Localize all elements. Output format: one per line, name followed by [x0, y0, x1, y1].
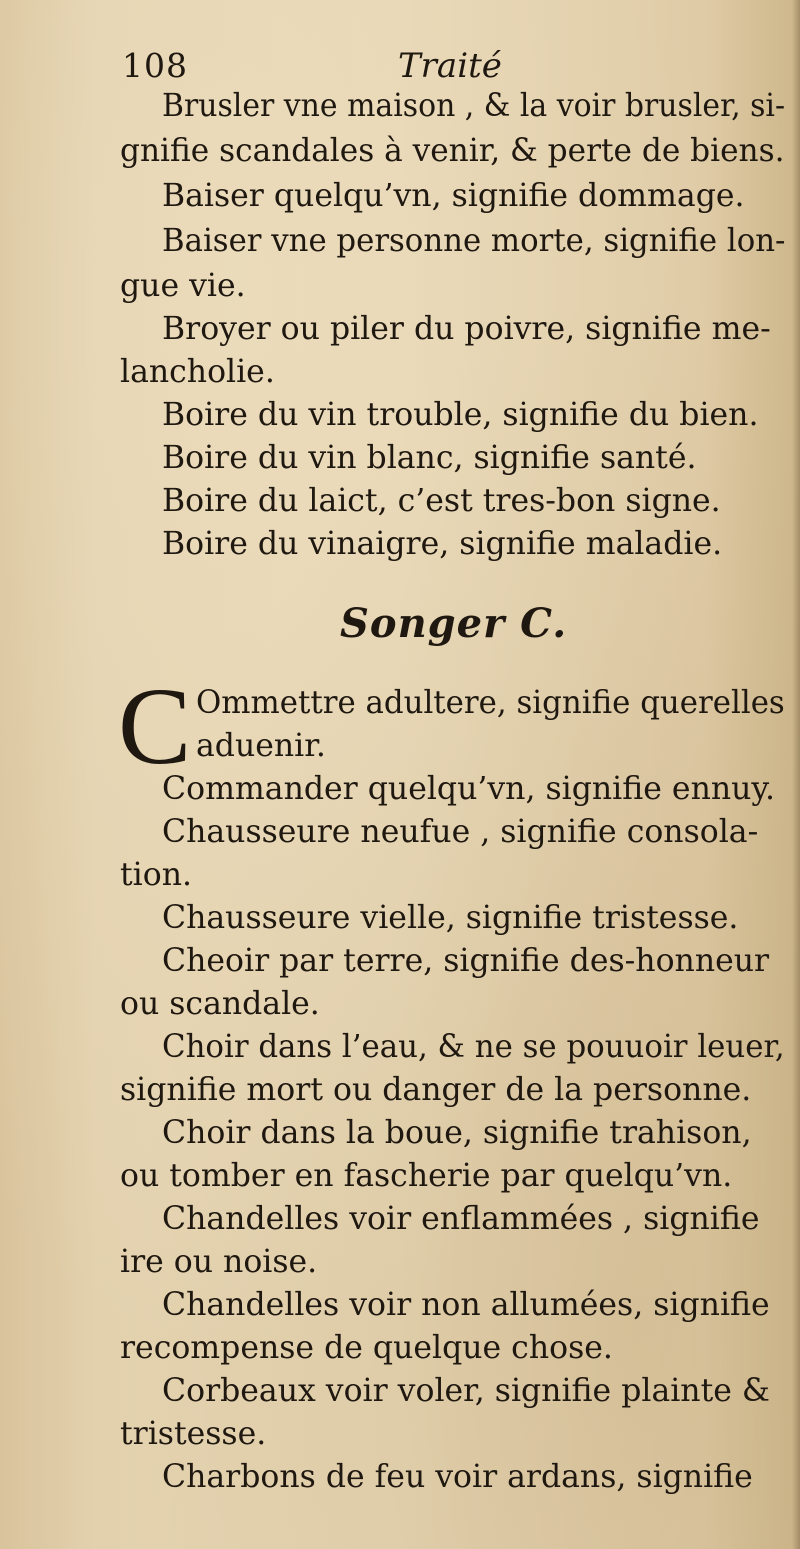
- text-line: ire ou noise.: [120, 1244, 318, 1280]
- text-line: aduenir.: [196, 728, 326, 764]
- text-line: lancholie.: [120, 354, 275, 390]
- text-line: gue vie.: [120, 268, 246, 304]
- text-line: Brusler vne maison , & la voir brusler, si-: [162, 88, 786, 124]
- text-line: recompense de quelque chose.: [120, 1330, 613, 1366]
- page-header: [120, 46, 720, 90]
- text-line: tristesse.: [120, 1416, 267, 1452]
- text-line: Broyer ou piler du poivre, signifie me-: [162, 311, 771, 347]
- text-line: Boire du vin blanc, signifie santé.: [162, 440, 697, 476]
- text-line: Cheoir par terre, signifie des-honneur: [162, 943, 770, 979]
- running-head: Traité: [398, 46, 502, 86]
- text-line: tion.: [120, 857, 192, 893]
- page-number: 108: [122, 46, 188, 85]
- text-line: Commander quelqu’vn, signifie ennuy.: [162, 771, 776, 807]
- text-line: Boire du vinaigre, signifie maladie.: [162, 526, 723, 562]
- text-line: Ommettre adultere, signifie querelles: [196, 685, 785, 721]
- text-line: Chausseure neufue , signifie consola-: [162, 814, 759, 850]
- text-line: Boire du laict, c’est tres-bon signe.: [162, 483, 721, 519]
- text-line: Choir dans la boue, signifie trahison,: [162, 1115, 752, 1151]
- text-line: Baiser quelqu’vn, signifie dommage.: [162, 178, 745, 214]
- section-heading: Songer C.: [340, 600, 568, 647]
- text-line: Chandelles voir enflammées , signifie: [162, 1201, 760, 1237]
- text-line: Chausseure vielle, signifie tristesse.: [162, 900, 739, 936]
- drop-cap: C: [118, 665, 192, 787]
- text-line: signifie mort ou danger de la personne.: [120, 1072, 752, 1108]
- text-line: gnifie scandales à venir, & perte de biens.: [120, 133, 785, 169]
- text-line: Baiser vne personne morte, signifie lon-: [162, 223, 786, 259]
- text-line: Corbeaux voir voler, signifie plainte &: [162, 1373, 770, 1409]
- text-line: ou tomber en fascherie par quelqu’vn.: [120, 1158, 733, 1194]
- text-line: Boire du vin trouble, signifie du bien.: [162, 397, 759, 433]
- text-line: ou scandale.: [120, 986, 320, 1022]
- text-line: Charbons de feu voir ardans, signifie: [162, 1459, 753, 1495]
- text-line: Chandelles voir non allumées, signifie: [162, 1287, 770, 1323]
- text-line: Choir dans l’eau, & ne se pouuoir leuer,: [162, 1029, 785, 1065]
- page-edge-shadow: [792, 0, 800, 1549]
